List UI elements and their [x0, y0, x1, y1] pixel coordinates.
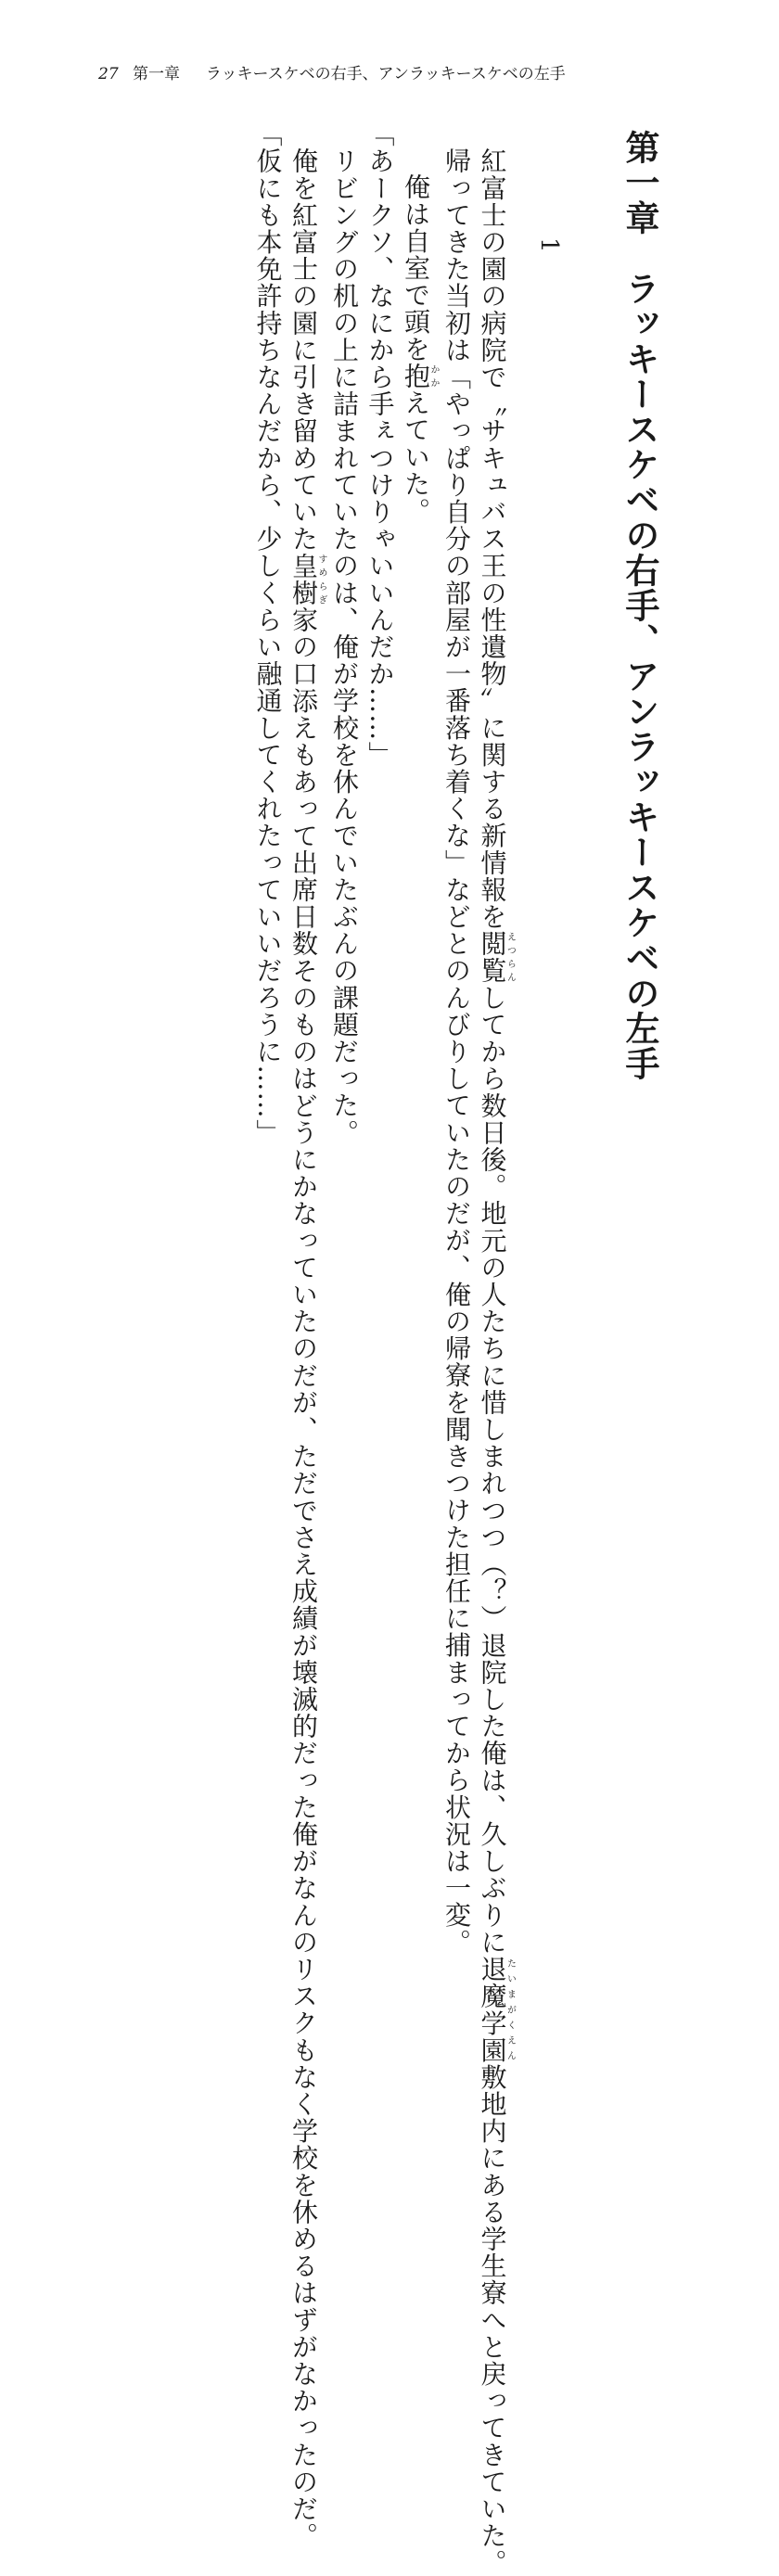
ruby-sumeragi: 皇樹すめらぎ — [288, 552, 326, 606]
running-head — [98, 56, 692, 93]
ruby-kaka: 抱かか — [401, 362, 439, 389]
paragraph: 紅富士の園の病院で〝サキュバス王の性遺物〟に関する新情報を閲覧えつらんしてから数日後。地元の人たちに惜しまれつつ（？）退院した俺は、久しぶりに退魔学園たいまがくえん敷地内にある学生寮へと戻ってきていた。 — [477, 147, 516, 2576]
body-text — [88, 121, 516, 2576]
page-number: 27 — [98, 65, 119, 83]
paragraph: リビングの机の上に詰まれていたのは、俺が学校を休んでいたぶんの課題だった。 — [329, 147, 360, 1146]
ruby-etsuran: 閲覧えつらん — [477, 930, 516, 985]
dialogue-line: 「あークソ、なにから手ぇつけりゃいいんだか……」 — [364, 121, 396, 769]
dialogue-line: 「仮にも本免許持ちなんだから、少しくらい融通してくれたっていいだろうに……」 — [252, 121, 284, 1146]
section-number: 1 — [535, 237, 563, 253]
paragraph: 俺を紅富士の園に引き留めていた皇樹すめらぎ家の口添えもあって出席日数そのものはどうにかなっていたのだが、ただでさえ成績が壊滅的だった俺がなんのリスクもなく学校を休めるはずがなかったのだ。 — [288, 147, 326, 2550]
paragraph: 帰ってきた当初は「やっぱり自分の部屋が一番落ち着くな」などとのんびりしていたのだが、俺の帰寮を聞きつけた担任に捕まってから状況は一変。 — [441, 147, 472, 1956]
running-head-chapter: 第一章 — [133, 65, 181, 83]
chapter-title: 第一章 ラッキースケベの右手、アンラッキースケベの左手 — [619, 130, 659, 1081]
paragraph: 俺は自室で頭を抱かかえていた。 — [401, 173, 439, 525]
ruby-taimagakuen: 退魔学園たいまがくえん — [477, 1955, 516, 2064]
running-head-title: ラッキースケベの右手、アンラッキースケベの左手 — [205, 65, 566, 83]
